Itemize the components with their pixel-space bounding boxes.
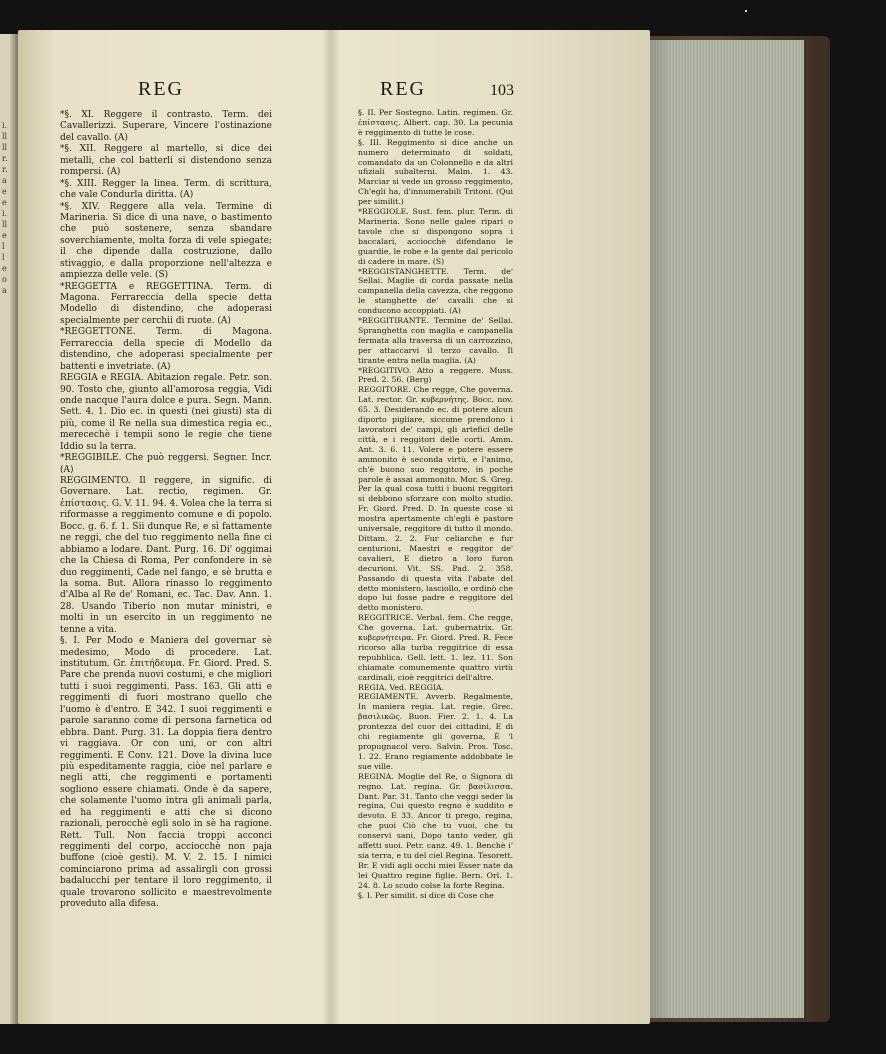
- dictionary-entry: *REGGETTA e REGGETTINA. Term. di Magona. Ferrareccia della specie detta Modello di distendino, che adoperasi specialmente per cerchii di ruote. (A): [60, 281, 272, 326]
- dictionary-entry: *§. XI. Reggere il contrasto. Term. dei Cavallerizzi. Superare, Vincere l'ostinazione del cavallo. (A): [60, 110, 272, 143]
- dictionary-entry: *§. XII. Reggere al martello, si dice dei metalli, che col batterli si distendono senza rompersi. (A): [60, 144, 272, 178]
- edge-fragment: ll: [2, 132, 8, 141]
- edge-fragment: i.: [2, 209, 8, 218]
- dictionary-entry: §. I. Per similit. si dice di Cose che: [358, 890, 494, 900]
- left-edge-fragments: [2, 120, 16, 296]
- right-column: [358, 108, 513, 901]
- edge-fragment: l: [2, 242, 5, 251]
- dictionary-entry: §. II. Per Sostegno. Latin. regimen. Gr. ἐπίστασις. Albert. cap. 30. La pecunia è reggimento di tutte le cose.: [358, 108, 513, 137]
- dictionary-entry: *REGGETTONE. Term. di Magona. Ferrareccia della specie di Modello da distendino, che adoperasi specialmente per battenti e invetriate. (A): [60, 327, 272, 372]
- dictionary-entry: *REGGITIRANTE. Termine de' Sellai. Spranghetta con maglia e campanella fermata alla traversa di un carrozzino, per attaccarvi il terzo cavallo. Il tirante entra nella maglia. (A): [358, 316, 513, 365]
- page-number: 103: [490, 82, 514, 99]
- edge-fragment: o: [2, 275, 7, 284]
- edge-fragment: a: [2, 176, 7, 185]
- column-gutter-shadow: [322, 30, 340, 1024]
- sensor-speck: [745, 10, 747, 12]
- dictionary-entry: *REGGIOLE. Sust. fem. plur. Term. di Marineria. Sono nelle galee ripari o tavole che si dispongono sopra i baccalari, acciocchè difendano le guardie, le robe e la gente dal pericolo di cadere in mare. (S): [358, 207, 513, 266]
- dictionary-entry: §. III. Reggimento si dice anche un numero determinato di soldati, comandato da un Colonnello e da altri ufiziali subalterni. Malm. 1. 43. Marciar si vede un grosso reggimento, Ch'egli ha, d'innumerabili Tritoni. (Qui per similit.): [358, 137, 513, 207]
- edge-fragment: ll: [2, 220, 8, 229]
- edge-fragment: e: [2, 198, 7, 207]
- dictionary-entry: REGIAMENTE. Avverb. Regalmente, In maniera regia. Lat. regie. Grec. βασιλικῶς. Buon. Fier. 2. 1. 4. La prontezza del cuor dei cittadini, E di chi regiamente gli governa, È 'l propugnacol vero. Salvin. Pros. Tosc. 1. 22. Erano regiamente addobbate le sue ville.: [358, 692, 513, 771]
- edge-fragment: e: [2, 264, 7, 273]
- dictionary-entry: REGGITORE. Che regge, Che governa. Lat. rector. Gr. κυβερνήτης. Bocc. nov. 65. 3. Desiderando ec. di potere alcun diporto pigliare, siccome prendono i lavoratori de' campi, gli artefici delle città, e i reggitori delle corti. Amm. Ant. 3. 6. 11. Volere e potere essere ammonito è seconda virtù, e l'animo, ch'è buono suo reggitore, in poche parole è assai ammonito. Mor. S. Greg. Per la qual cosa tutti i buoni reggitori si debbono sforzare con molto studio. Fr. Giord. Pred. D. In queste cose si mostra apertamente ch'egli è pastore universale, reggitore di tutto il mondo. Dittam. 2. 2. Fur celiarche e fur centurioni, Maestri e reggitor de' cavalieri, E dietro a loro furon decurioni. Vit. SS. Pad. 2. 358. Passando di questa vita l'abate del detto monistero, lasciollo, e ordinò che dopo lui fosse padre e reggitore del detto monistero.: [358, 385, 513, 613]
- dictionary-entry: *REGGIBILE. Che può reggersi. Segner. Incr. (A): [60, 453, 272, 475]
- left-column: [60, 110, 272, 911]
- dictionary-entry: *§. XIII. Regger la linea. Term. di scrittura, che vale Condurla diritta. (A): [60, 178, 272, 201]
- edge-fragment: a: [2, 286, 7, 295]
- edge-fragment: e: [2, 187, 7, 196]
- running-head-left: REG: [138, 78, 184, 100]
- dictionary-entry: REGINA. Moglie del Re, o Signora di regno. Lat. regina. Gr. βασίλισσα. Dant. Par. 31. Tanto che veggi seder la regina, Cui questo regno è suddito e devoto. E 33. Ancor ti prego, regina, che puoi Ciò che tu vuoi, che tu conservi sani, Dopo tanto veder, gli affetti suoi. Petr. canz. 49. 1. Benchè i' sia terra, e tu del ciel Regina. Tesorett. Br. E vidi agli occhi miei Esser nate da lei Quattro regine figlie. Bern. Orl. 1. 24. 8. Lo scudo colse la forte Regina.: [358, 771, 513, 890]
- running-head-right: REG: [380, 78, 426, 100]
- edge-fragment: r.: [2, 154, 8, 163]
- dictionary-entry: REGGITRICE. Verbal. fem. Che regge, Che governa. Lat. gubernatrix. Gr. κυβερνήτειρα. Fr. Giord. Pred. R. Fece ricorso alla turba reggitrice di essa repubblica. Gell. lett. 1. lez. 11. Son chiamate comunemente quattro virtù cardinali, cioè reggitrici dell'altre.: [358, 613, 513, 682]
- edge-fragment: l: [2, 253, 5, 262]
- edge-fragment: e: [2, 231, 7, 240]
- edge-fragment: ll: [2, 143, 8, 152]
- dictionary-entry: §. I. Per Modo e Maniera del governar sè medesimo, Modo di procedere. Lat. institutum. Gr. ἐπιτήδευμα. Fr. Giord. Pred. S. Pare che prenda nuovi costumi, e che migliori tutti i suoi reggimenti. Pass. 163. Gli atti e reggimenti di fuori mostrano quello che l'uomo è d'entro. E 342. I suoi reggimenti e parole saranno come di persona farnetica od ebbra. Dant. Purg. 31. La doppia fiera dentro vi raggiava. Or con uni, or con altri reggimenti. E Conv. 121. Dove la divina luce più espeditamente raggia, ciòe nel parlare e negli atti, che reggimenti e portamenti sogliono essere chiamati. Onde è da sapere, che solamente l'uomo intra gli animali parla, ed ha reggimenti e atti che si dicono razionali, perocchè egli solo in sè ha ragione. Rett. Tull. Non faccia troppi acconci reggimenti del corpo, acciocchè non paja buffone (cioè gesti). M. V. 2. 15. I nimici cominciarono prima ad assalirgli con grossi badalucchi per tentare il loro reggimento, il quale trovarono sollicito e maestrevolmente proveduto alla difesa.: [60, 636, 272, 910]
- dictionary-entry: REGGIA e REGIA. Abitazion regale. Petr. son. 90. Tosto che, giunto all'amorosa reggia, Vidi onde nacque l'aura dolce e pura. Segn. Mann. Sett. 4. 1. Dio ec. in questi (nei giusti) sta di più, come il Re nella sua dimestica regia ec., merecechè i tempii sono le regie che tiene Iddio su la terra.: [60, 373, 272, 452]
- dictionary-entry: *REGGITIVO. Atto a reggere. Muss. Pred. 2. 56. (Berg): [358, 365, 513, 385]
- dictionary-entry: REGIA. Ved. REGGIA.: [358, 682, 445, 692]
- dictionary-entry: *§. XIV. Reggere alla vela. Termine di Marineria. Si dice di una nave, o bastimento che può sostenere, senza sbandare soverchiamente, molta forza di vele spiegate; il che dipende dalla costruzione, dallo stivaggio, e dalla proporzione nell'altezza e ampiezza delle vele. (S): [60, 201, 272, 281]
- edge-fragment: r.: [2, 165, 8, 174]
- edge-fragment: i.: [2, 121, 8, 130]
- dictionary-entry: REGGIMENTO. Il reggere, in signific. di Governare. Lat. rectio, regimen. Gr. ἐπίστασις. G. V. 11. 94. 4. Volea che la terra si riformasse a reggimento comune e di popolo. Bocc. g. 6. f. 1. Sii dunque Re, e sì fattamente ne reggi, che del tuo reggimento nella fine ci abbiamo a lodare. Dant. Purg. 16. Di' oggimai che la Chiesa di Roma, Per confondere in sè duo reggimenti, Cade nel fango, e sè brutta e la soma. But. Allora rinasso lo reggimento d'Alba al Re de' Romani, ec. Tac. Dav. Ann. 1. 28. Usando Tiberio non mutar ministri, e molti in un esercito in un reggimento ne tenne a vita.: [60, 476, 272, 635]
- dictionary-entry: *REGGISTANGHETTE. Term. de' Sellai. Maglie di corda passate nella campanella della cavezza, che reggono le stanghette de' cavalli che si conducono accoppiati. (A): [358, 266, 513, 316]
